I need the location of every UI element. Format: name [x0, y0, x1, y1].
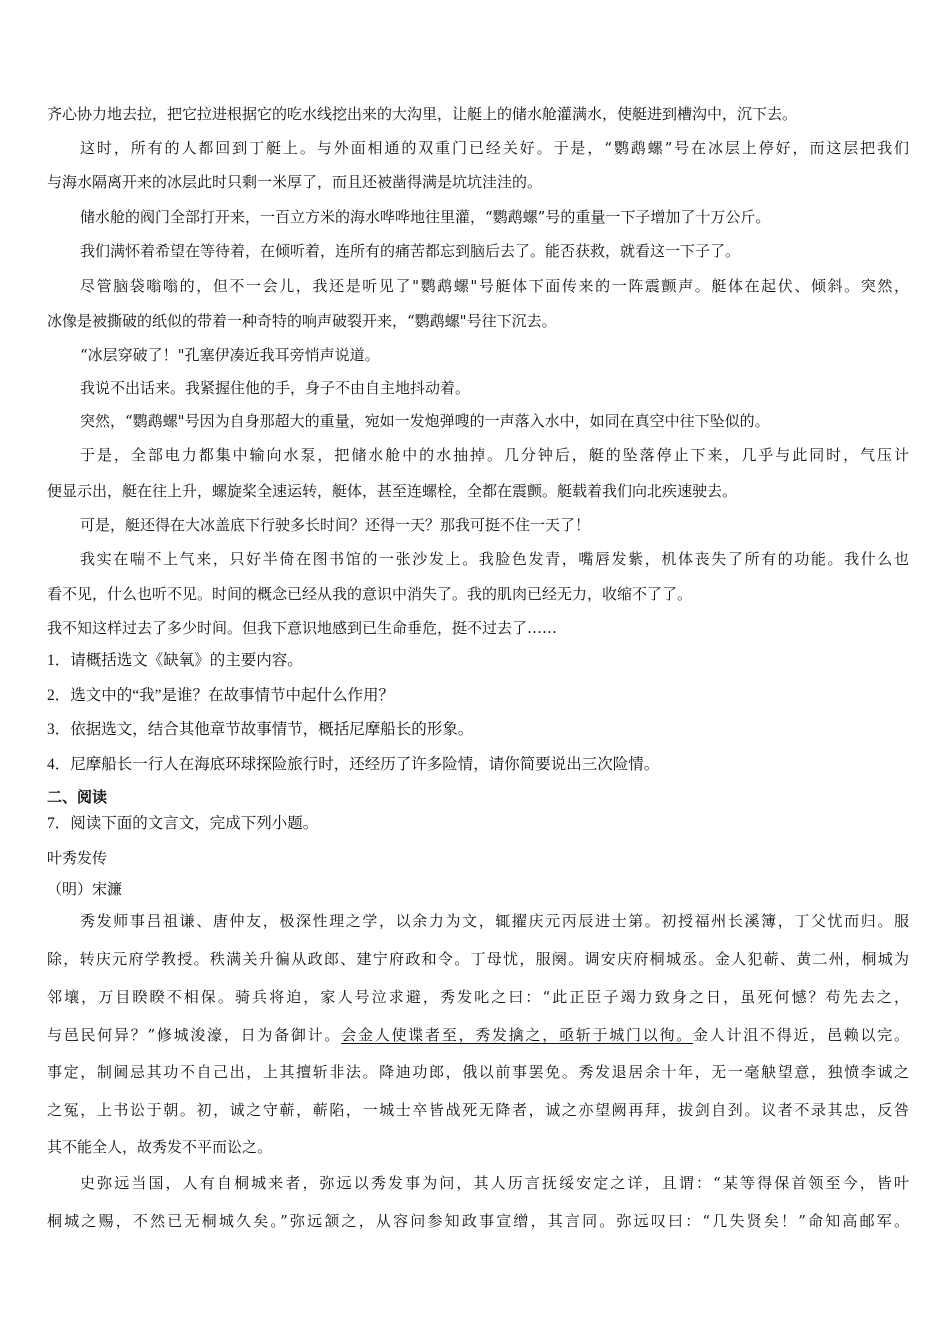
passage-line-with-underline [47, 1025, 909, 1047]
story-line: 看不见，什么也听不见。时间的概念已经从我的意识中消失了。我的肌肉已经无力，收缩不了了。 [47, 585, 693, 603]
story-line: “冰层穿破了！"孔塞伊凑近我耳旁悄声说道。 [80, 346, 380, 364]
story-line: 我说不出话来。我紧握住他的手，身子不由自主地抖动着。 [80, 379, 471, 397]
passage-line: 桐城之赐，不然已无桐城久矣。”弥远颔之，从容问参知政事宣缯，其言同。弥远叹曰：“几失贤矣！”命知高邮军。 [47, 1212, 909, 1230]
question-7: 7．阅读下面的文言文，完成下列小题。 [47, 815, 319, 832]
passage-line: 之冤，上书讼于朝。初，诚之守蕲，蕲陷，一城士卒皆战死无降者，诚之亦望阙再拜，拔剑自刭。议者不录其忠，反咎 [47, 1101, 909, 1119]
story-line: 齐心协力地去拉，把它拉进根据它的吃水线挖出来的大沟里，让艇上的储水舱灌满水，使艇进到槽沟中，沉下去。 [47, 105, 798, 123]
story-line: 突然，“鹦鹉螺"号因为自身那超大的重量，宛如一发炮弹嗖的一声落入水中，如同在真空中往下坠似的。 [80, 412, 770, 430]
section-heading: 二、阅读 [47, 789, 108, 806]
passage-text: 金人计沮不得近，邑赖以完。 [692, 1026, 909, 1044]
underlined-sentence: 会金人使谍者至，秀发擒之，亟斩于城门以徇。 [341, 1026, 693, 1044]
story-line: 尽管脑袋嗡嗡的，但不一会儿，我还是听见了"鹦鹉螺"号艇体下面传来的一阵震颤声。艇体在起伏、倾斜。突然， [80, 277, 909, 295]
story-line: 这时，所有的人都回到丁艇上。与外面相通的双重门已经关好。于是，“鹦鹉螺”号在冰层上停好，而这层把我们 [80, 139, 909, 157]
passage-author: （明）宋濂 [47, 880, 123, 898]
question-item: 3．依据选文，结合其他章节故事情节，概括尼摩船长的形象。 [47, 721, 474, 738]
question-item: 1．请概括选文《缺氧》的主要内容。 [47, 652, 303, 669]
passage-line: 事定，制阃忌其功不自己出，上其擅斩非法。降迪功郎，俄以前事罢免。秀发退居余十年，无一毫觖望意，独愤李诚之 [47, 1063, 909, 1081]
passage-line: 除，转庆元府学教授。秩满关升徧从政郎、建宁府政和令。丁母忧，服阕。调安庆府桐城丞。金人犯蕲、黄二州，桐城为 [47, 950, 909, 968]
story-line: 我实在喘不上气来，只好半倚在图书馆的一张沙发上。我脸色发青，嘴唇发紫，机体丧失了所有的功能。我什么也 [80, 550, 909, 568]
passage-line: 史弥远当国，人有自桐城来者，弥远以秀发事为问，其人历言抚绥安定之详，且谓：“某等得保首领至今，皆叶 [80, 1174, 909, 1192]
passage-line: 邻壤，万目睽睽不相保。骑兵将迫，家人号泣求避，秀发叱之曰：“此正臣子竭力致身之日，虽死何憾？苟先去之， [47, 988, 909, 1006]
story-line: 冰像是被撕破的纸似的带着一种奇特的响声破裂开来，“鹦鹉螺"号往下沉去。 [47, 312, 557, 330]
passage-text: 与邑民何异？”修城浚濠，日为备御计。 [47, 1026, 342, 1044]
story-line: 可是，艇还得在大冰盖底下行驶多长时间？还得一天？那我可挺不住一天了！ [80, 516, 591, 534]
story-line: 便显示出，艇在往上升，螺旋桨全速运转，艇体，甚至连螺栓，全都在震颤。艇载着我们向北疾速驶去。 [47, 482, 738, 500]
story-line: 我们满怀着希望在等待着，在倾听着，连所有的痛苦都忘到脑后去了。能否获救，就看这一下子了。 [80, 242, 741, 260]
passage-line: 秀发师事吕祖谦、唐仲友，极深性理之学，以余力为文，辄擢庆元丙辰进士第。初授福州长溪簿，丁父忧而归。服 [80, 912, 909, 930]
passage-line: 其不能全人，故秀发不平而讼之。 [47, 1138, 273, 1156]
story-line: 我不知这样过去了多少时间。但我下意识地感到已生命垂危，挺不过去了…… [47, 619, 558, 637]
story-line: 与海水隔离开来的冰层此时只剩一米厚了，而且还被凿得满是坑坑洼洼的。 [47, 173, 543, 191]
story-line: 储水舱的阀门全部打开来，一百立方米的海水哗哗地往里灌，“鹦鹉螺”号的重量一下子增加了十万公斤。 [80, 208, 771, 226]
passage-title: 叶秀发传 [47, 849, 108, 867]
question-item: 2．选文中的“我”是谁？在故事情节中起什么作用？ [47, 687, 395, 704]
story-line: 于是，全部电力都集中输向水泵，把储水舱中的水抽掉。几分钟后，艇的坠落停止下来，几乎与此同时，气压计 [80, 446, 909, 464]
question-item: 4．尼摩船长一行人在海底环球探险旅行时，还经历了许多险情，请你简要说出三次险情。 [47, 756, 660, 773]
